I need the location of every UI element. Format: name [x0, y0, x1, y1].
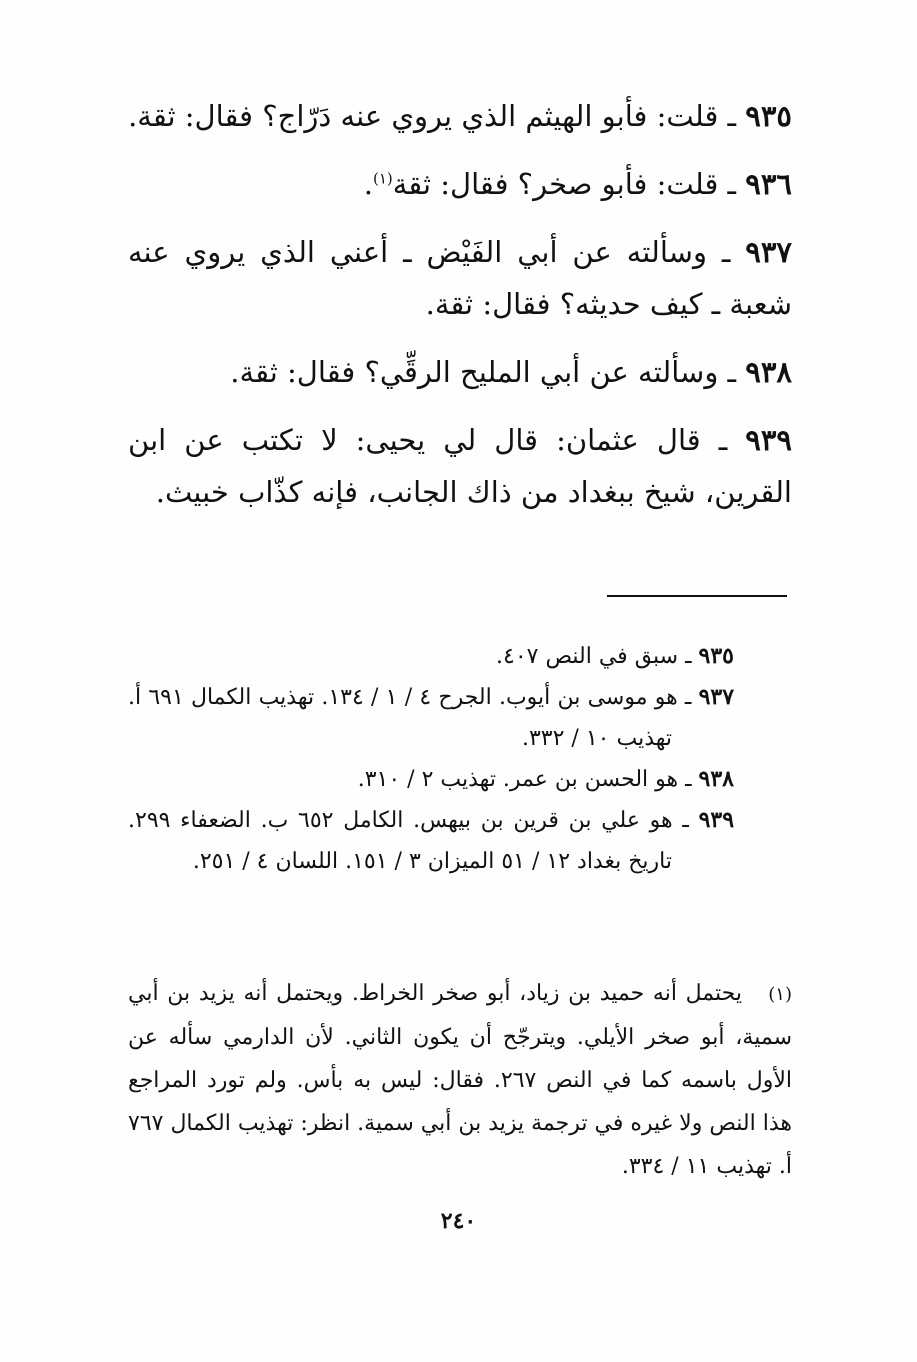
- entry-text: ـ قلت: فأبو صخر؟ فقال: ثقة: [392, 167, 746, 201]
- entry-938: [128, 346, 792, 398]
- entry-number: ٩٣٨: [745, 355, 792, 389]
- note-number: ٩٣٨: [698, 766, 734, 792]
- note-text: ـ هو الحسن بن عمر. تهذيب ٢ / ٣١٠.: [357, 767, 699, 792]
- entry-text: ـ وسألته عن أبي المليح الرقِّي؟ فقال: ثقة.: [230, 355, 746, 389]
- entry-number: ٩٣٦: [745, 167, 792, 201]
- note-935: [128, 636, 734, 677]
- entry-number: ٩٣٧: [745, 235, 792, 269]
- footnote: [128, 972, 792, 1188]
- note-number: ٩٣٩: [698, 807, 735, 833]
- entry-text: ـ قلت: فأبو الهيثم الذي يروي عنه دَرّاج؟ فقال: ثقة.: [128, 99, 746, 133]
- page-number: ٢٤٠: [440, 1208, 477, 1234]
- editor-notes: [128, 636, 734, 882]
- footnote-reference: (١): [372, 169, 393, 188]
- entry-936: [128, 158, 792, 210]
- footnote-marker: (١): [768, 984, 792, 1005]
- main-text: [128, 90, 792, 518]
- note-938: [128, 759, 734, 800]
- entry-935: [128, 90, 792, 142]
- footnote-text: يحتمل أنه حميد بن زياد، أبو صخر الخراط. ويحتمل أنه يزيد بن أبي سمية، أبو صخر الأيلي. ويترجّح أن يكون الثاني. لأن الدارمي سأله عن الأول باسمه كما في النص ٢٦٧. فقال: ليس به بأس. ولم تورد المراجع هذا النص ولا غيره في ترجمة يزيد بن أبي سمية. انظر: تهذيب الكمال ٧٦٧ أ. تهذيب ١١ / ٣٣٤.: [128, 981, 792, 1179]
- note-text: ـ سبق في النص ٤٠٧.: [496, 644, 699, 669]
- note-939: [128, 800, 734, 882]
- note-text: ـ هو علي بن قرين بن بيهس. الكامل ٦٥٢ ب. الضعفاء ٢٩٩. تاريخ بغداد ١٢ / ٥١ الميزان ٣ / ١٥١. اللسان ٤ / ٢٥١.: [128, 808, 699, 874]
- note-text: ـ هو موسى بن أيوب. الجرح ٤ / ١ / ١٣٤. تهذيب الكمال ٦٩١ أ. تهذيب ١٠ / ٣٣٢.: [128, 685, 699, 751]
- entry-text: ـ قال عثمان: قال لي يحيى: لا تكتب عن ابن القرين، شيخ ببغداد من ذاك الجانب، فإنه كذّاب خبيث.: [128, 423, 792, 509]
- entry-939: [128, 414, 792, 518]
- entry-text-tail: .: [363, 167, 373, 201]
- entry-number: ٩٣٥: [745, 99, 792, 133]
- entry-937: [128, 226, 792, 330]
- note-number: ٩٣٥: [698, 643, 734, 669]
- entry-number: ٩٣٩: [745, 423, 792, 457]
- entry-text: ـ وسألته عن أبي الفَيْض ـ أعني الذي يروي عنه شعبة ـ كيف حديثه؟ فقال: ثقة.: [128, 235, 792, 321]
- notes-divider: [607, 595, 787, 597]
- note-937: [128, 677, 734, 759]
- note-number: ٩٣٧: [698, 684, 735, 710]
